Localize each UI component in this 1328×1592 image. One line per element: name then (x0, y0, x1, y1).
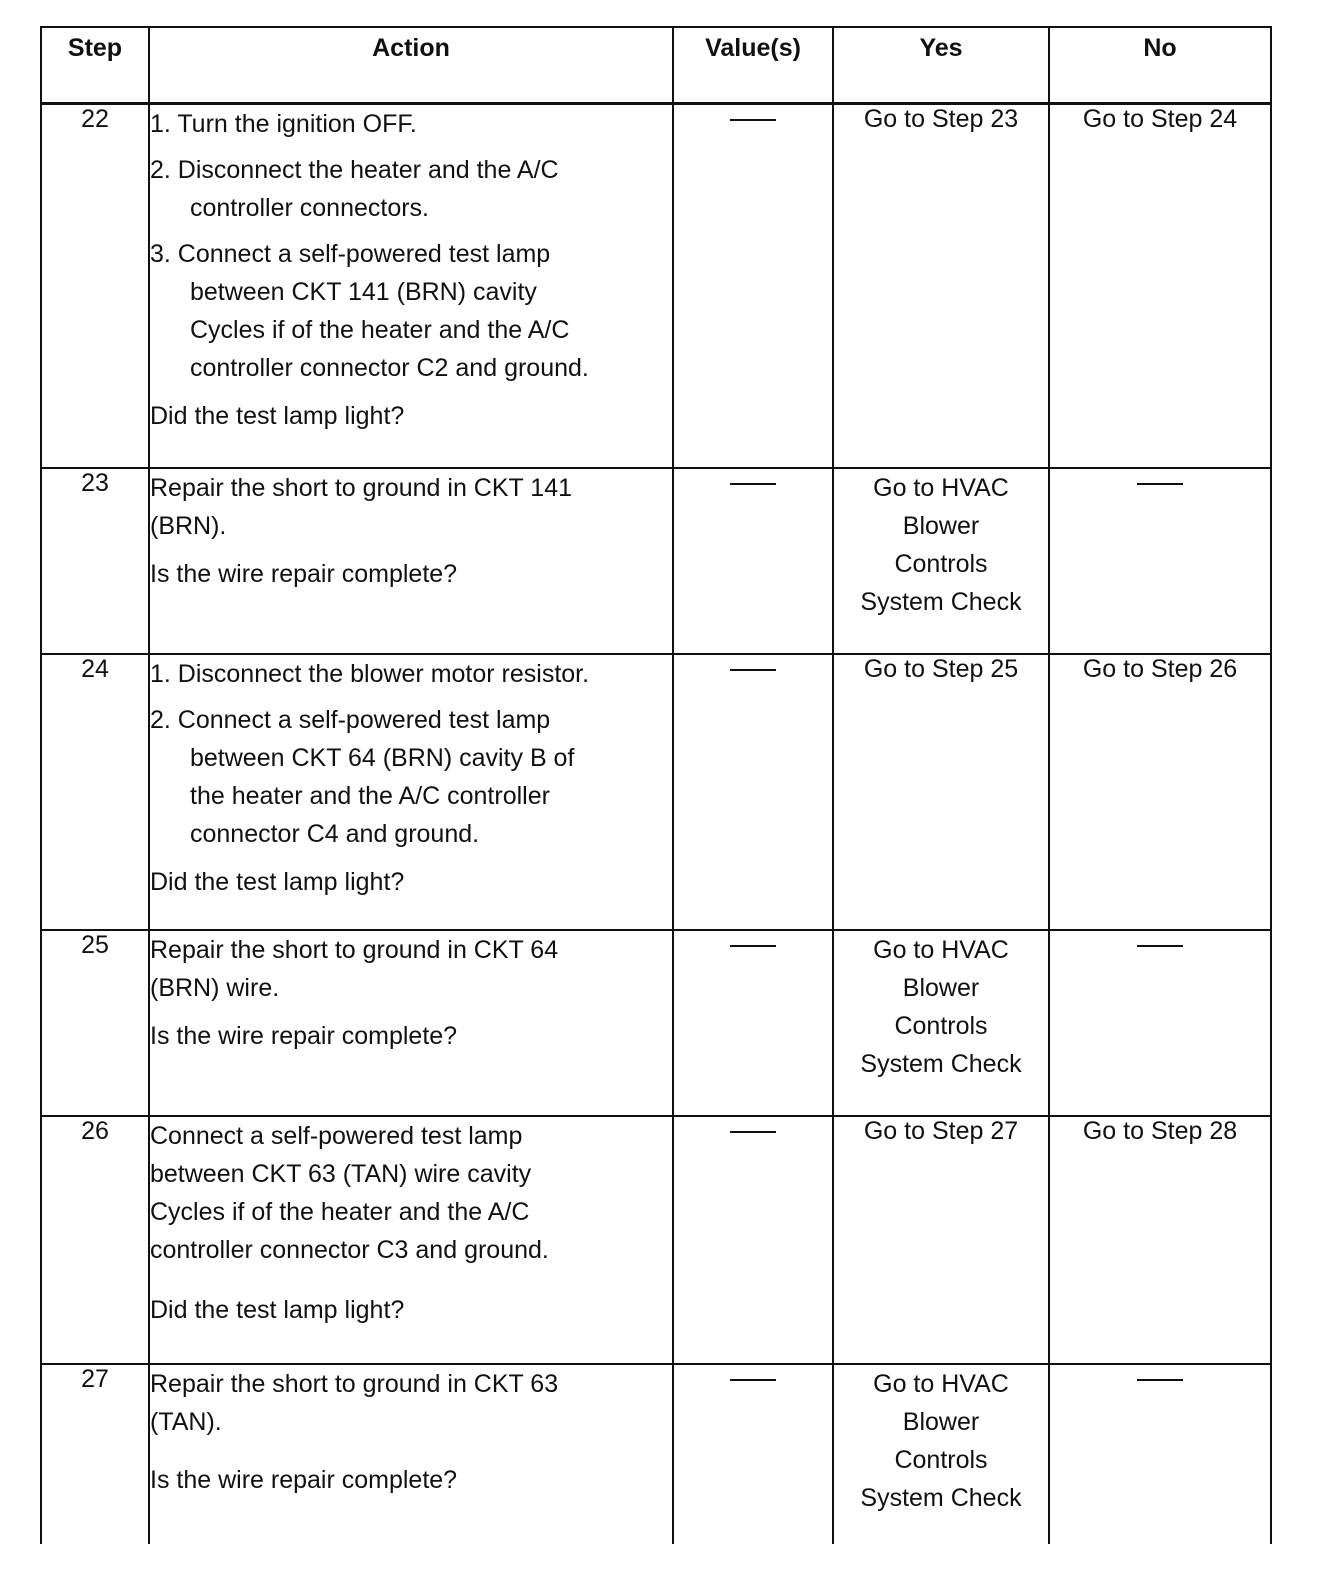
em-dash-mark (1137, 483, 1183, 485)
no-cell: Go to Step 28 (1049, 1116, 1271, 1364)
action-item-text: 2. Connect a self-powered test lamp (150, 705, 551, 734)
em-dash-mark (730, 945, 776, 947)
action-item-continuation: controller connectors. (190, 194, 430, 222)
header-no: No (1049, 27, 1271, 104)
action-cell (149, 104, 673, 468)
action-item-continuation: between CKT 64 (BRN) cavity B of (190, 743, 575, 772)
action-line: (BRN). (150, 511, 227, 540)
action-question: Did the test lamp light? (150, 402, 405, 430)
action-item-text: 2. Disconnect the heater and the A/C (150, 156, 559, 184)
yes-cell (833, 1364, 1049, 1544)
action-item (150, 105, 672, 143)
no-cell: Go to Step 24 (1049, 104, 1271, 468)
yes-cell: Go to Step 27 (833, 1116, 1049, 1364)
yes-line: Controls (894, 1011, 988, 1040)
action-question: Is the wire repair complete? (150, 559, 458, 588)
action-cell (149, 1364, 673, 1544)
action-item-text: 3. Connect a self-powered test lamp (150, 240, 551, 268)
em-dash-mark (730, 483, 776, 485)
action-line: Repair the short to ground in CKT 64 (150, 935, 559, 964)
action-cell (149, 1116, 673, 1364)
no-cell: Go to Step 26 (1049, 654, 1271, 930)
yes-line: System Check (860, 1483, 1022, 1512)
action-item-continuation: connector C4 and ground. (190, 819, 480, 848)
yes-line: System Check (860, 587, 1022, 616)
diagnostic-steps-table (40, 26, 1272, 1544)
no-cell (1049, 1364, 1271, 1544)
value-cell (673, 930, 833, 1116)
action-question: Did the test lamp light? (150, 1295, 405, 1324)
yes-line: Go to HVAC (873, 935, 1009, 964)
action-item (150, 151, 672, 227)
table-row-step-26 (41, 1116, 1271, 1364)
action-line: Repair the short to ground in CKT 141 (150, 473, 573, 502)
em-dash-mark (730, 1379, 776, 1381)
em-dash-mark (1137, 1379, 1183, 1381)
action-question: Is the wire repair complete? (150, 1465, 458, 1494)
header-step: Step (41, 27, 149, 104)
action-cell (149, 654, 673, 930)
table-row-step-25 (41, 930, 1271, 1116)
table-row-step-27 (41, 1364, 1271, 1544)
action-question: Did the test lamp light? (150, 867, 405, 896)
step-number: 26 (41, 1116, 149, 1364)
value-cell (673, 468, 833, 654)
yes-line: Go to HVAC (873, 473, 1009, 502)
action-item-continuation: between CKT 141 (BRN) cavity (190, 278, 537, 306)
yes-line: Blower (902, 973, 980, 1002)
action-line: (TAN). (150, 1407, 222, 1436)
table-row-step-23 (41, 468, 1271, 654)
header-yes: Yes (833, 27, 1049, 104)
action-line: controller connector C3 and ground. (150, 1235, 549, 1264)
header-row (41, 27, 1271, 104)
action-line: Cycles if of the heater and the A/C (150, 1197, 530, 1226)
action-item (150, 701, 672, 853)
action-item-continuation: the heater and the A/C controller (190, 781, 550, 810)
em-dash-mark (730, 669, 776, 671)
header-values: Value(s) (673, 27, 833, 104)
em-dash-mark (730, 119, 776, 121)
action-cell (149, 468, 673, 654)
yes-cell (833, 930, 1049, 1116)
step-number: 24 (41, 654, 149, 930)
action-item (150, 235, 672, 387)
yes-line: Blower (902, 1407, 980, 1436)
action-question: Is the wire repair complete? (150, 1021, 458, 1050)
yes-line: Blower (902, 511, 980, 540)
action-line: Connect a self-powered test lamp (150, 1121, 523, 1150)
value-cell (673, 1116, 833, 1364)
table-row-step-22 (41, 104, 1271, 468)
yes-line: Controls (894, 549, 988, 578)
no-cell (1049, 468, 1271, 654)
yes-line: Go to HVAC (873, 1369, 1009, 1398)
action-line: Repair the short to ground in CKT 63 (150, 1369, 559, 1398)
yes-cell (833, 468, 1049, 654)
action-item-text: 1. Turn the ignition OFF. (150, 110, 417, 138)
no-cell (1049, 930, 1271, 1116)
value-cell (673, 104, 833, 468)
action-item-text: 1. Disconnect the blower motor resistor. (150, 659, 590, 688)
step-number: 23 (41, 468, 149, 654)
step-number: 22 (41, 104, 149, 468)
action-item-continuation: controller connector C2 and ground. (190, 354, 589, 382)
em-dash-mark (1137, 945, 1183, 947)
action-item (150, 655, 672, 693)
value-cell (673, 1364, 833, 1544)
action-item-continuation: Cycles if of the heater and the A/C (190, 316, 570, 344)
table-row-step-24 (41, 654, 1271, 930)
yes-cell: Go to Step 25 (833, 654, 1049, 930)
value-cell (673, 654, 833, 930)
action-line: between CKT 63 (TAN) wire cavity (150, 1159, 532, 1188)
step-number: 25 (41, 930, 149, 1116)
header-action: Action (149, 27, 673, 104)
action-cell (149, 930, 673, 1116)
diagnostic-table-sheet (40, 26, 1270, 1544)
step-number: 27 (41, 1364, 149, 1544)
action-line: (BRN) wire. (150, 973, 280, 1002)
yes-cell: Go to Step 23 (833, 104, 1049, 468)
yes-line: Controls (894, 1445, 988, 1474)
yes-line: System Check (860, 1049, 1022, 1078)
em-dash-mark (730, 1131, 776, 1133)
